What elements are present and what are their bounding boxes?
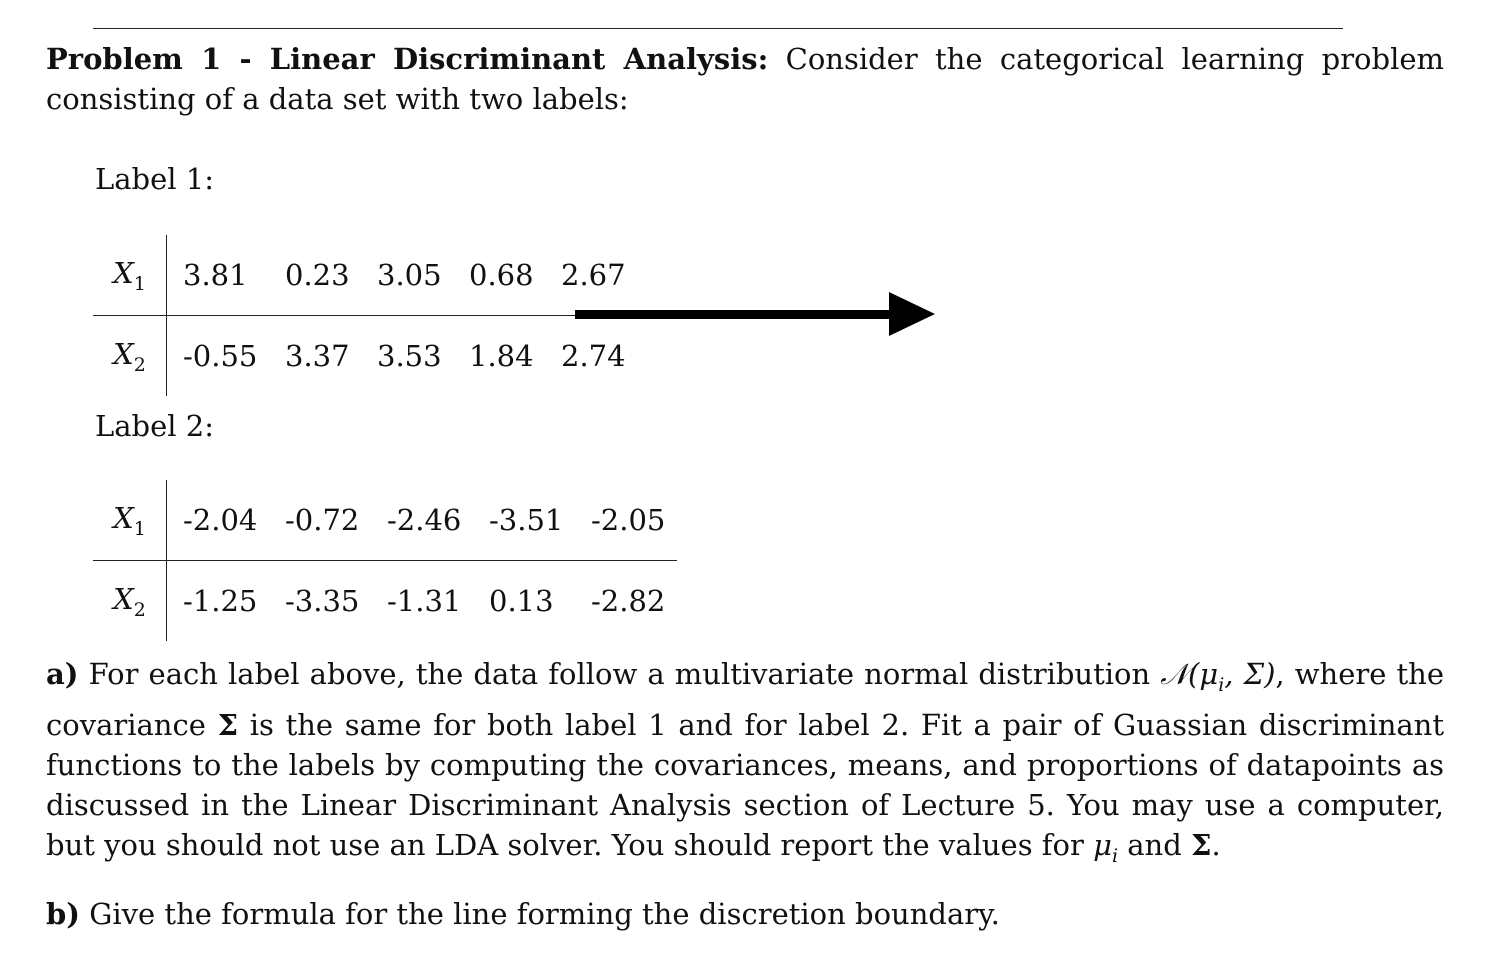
table-cell: 3.81 <box>167 235 270 316</box>
table-cell: -2.04 <box>167 480 270 561</box>
sigma-symbol: Σ <box>1190 827 1212 862</box>
table-cell: 3.05 <box>361 235 453 316</box>
part-b-paragraph <box>46 894 1444 934</box>
problem-title: Problem 1 - Linear Discriminant Analysis: <box>46 42 769 76</box>
table-row <box>93 316 626 397</box>
table-cell: -2.05 <box>575 480 677 561</box>
table-row <box>93 235 626 316</box>
label1-title: Label 1: <box>95 162 214 196</box>
mu-symbol: $\mu_i$ <box>1093 827 1119 867</box>
part-a-text: , where the covariance <box>46 657 1444 742</box>
normal-distribution-symbol: $𝒩(\mu_i$, Σ) <box>1160 657 1276 696</box>
table-row <box>93 561 677 642</box>
table-cell: 3.37 <box>285 339 350 373</box>
table-cell: 0.23 <box>269 235 361 316</box>
problem-intro <box>46 39 1444 119</box>
table-cell: 1.84 <box>469 339 534 373</box>
table-cell: -1.31 <box>387 584 462 618</box>
table-row <box>93 480 677 561</box>
label1-table <box>93 235 626 396</box>
sigma-symbol: Σ <box>217 707 239 742</box>
table-cell: 3.53 <box>377 339 442 373</box>
table-cell: -2.46 <box>371 480 473 561</box>
label2-table <box>93 480 677 641</box>
table-cell: 2.74 <box>561 339 626 373</box>
table-cell: 2.67 <box>545 235 626 316</box>
table-cell: -0.55 <box>183 339 258 373</box>
part-b-label: b) <box>46 897 80 931</box>
top-rule <box>93 28 1343 29</box>
part-a-label: a) <box>46 657 79 691</box>
table-cell: -3.51 <box>473 480 575 561</box>
part-a-paragraph <box>46 654 1444 876</box>
right-arrow-icon <box>575 290 937 338</box>
label2-title: Label 2: <box>95 409 214 443</box>
table-cell: -2.82 <box>591 584 666 618</box>
row-header-x1: $X_1$ <box>93 480 167 561</box>
row-header-x2: $X_2$ <box>93 316 167 397</box>
part-a-text: . <box>1211 827 1221 862</box>
table-cell: -3.35 <box>285 584 360 618</box>
table-cell: 0.13 <box>489 584 554 618</box>
table-cell: -1.25 <box>183 584 258 618</box>
problem-intro-text: Consider the categorical learning problem consisting of a data set with two labels: <box>46 42 1445 116</box>
part-a-text: and <box>1127 827 1182 862</box>
table-cell: 0.68 <box>453 235 545 316</box>
part-a-text: is the same for both label 1 and for label 2. Fit a pair of Guassian discriminant functions to the labels by computing the covariances, means, and proportions of datapoints as discussed in the Linear Discriminant Analysis section of Lecture 5. You may use a computer, but you should not use an LDA solver. You should report the values for <box>46 707 1445 862</box>
part-b-text: Give the formula for the line forming the discretion boundary. <box>89 897 1000 931</box>
table-cell: -0.72 <box>269 480 371 561</box>
part-a-text: For each label above, the data follow a multivariate normal distribution <box>88 657 1151 691</box>
row-header-x1: $X_1$ <box>93 235 167 316</box>
row-header-x2: $X_2$ <box>93 561 167 642</box>
